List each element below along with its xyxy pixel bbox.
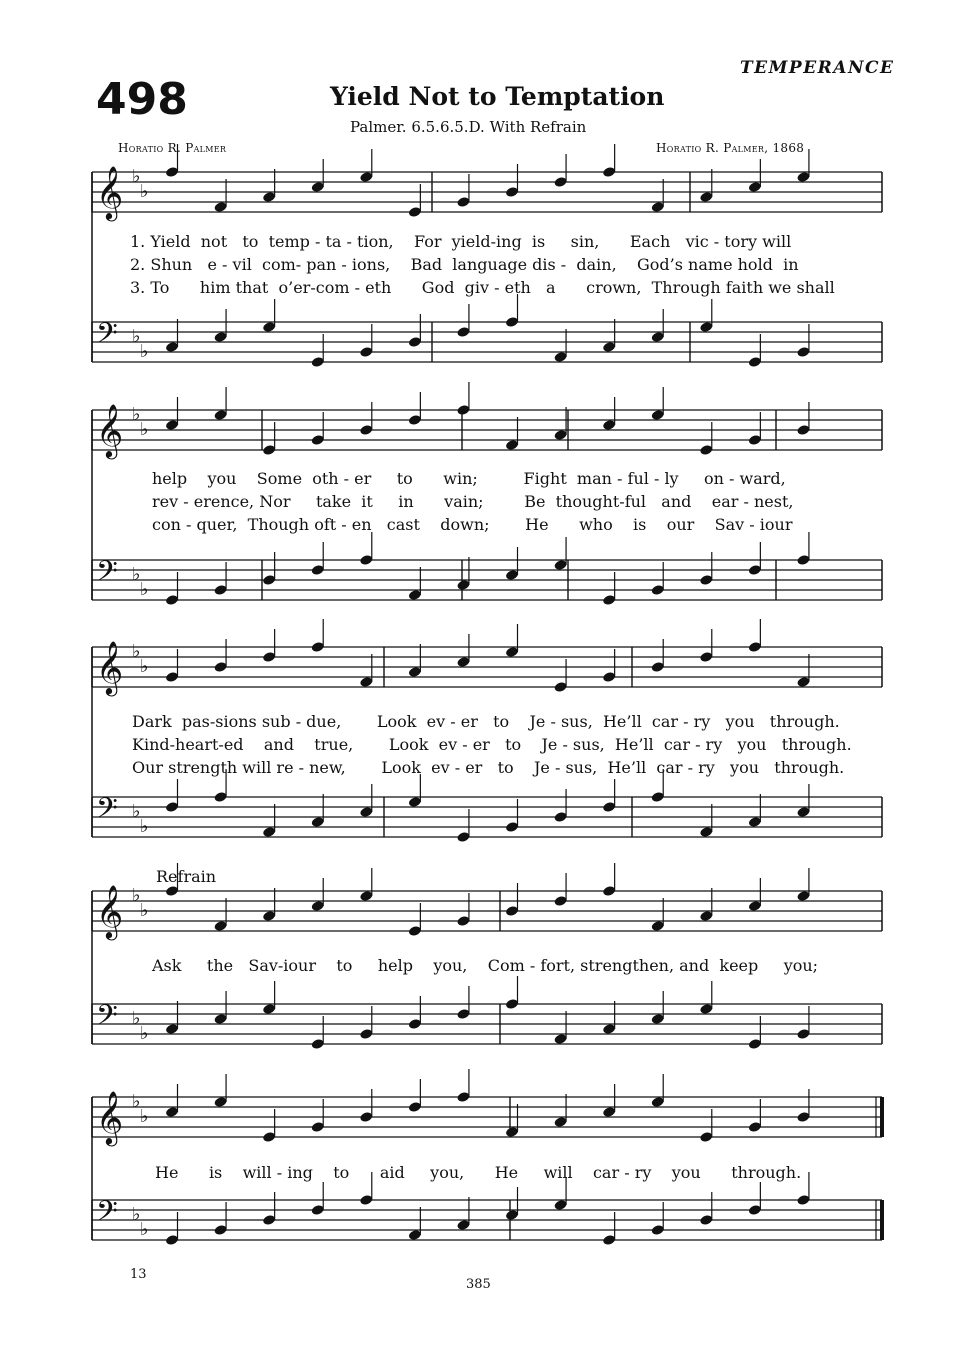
tune-info: Palmer. 6.5.6.5.D. With Refrain (350, 118, 587, 136)
flat-icon: ♭ (140, 341, 149, 362)
page-number: 385 (466, 1277, 491, 1292)
flat-icon: ♭ (140, 1106, 149, 1127)
flat-icon: ♭ (140, 181, 149, 202)
hymn-title: Yield Not to Temptation (330, 82, 665, 111)
flat-icon: ♭ (132, 1091, 141, 1112)
flat-icon: ♭ (132, 885, 141, 906)
flat-icon: ♭ (132, 564, 141, 585)
flat-icon: ♭ (132, 166, 141, 187)
flat-icon: ♭ (132, 326, 141, 347)
section-heading: TEMPERANCE (740, 58, 895, 78)
lyric-line-s2-verse1: help you Some oth - er to win; Fight man - ful - ly on - ward, (152, 469, 786, 488)
bass-clef-icon: 𝄢 (96, 1195, 118, 1235)
lyric-line-s1-verse2: 2. Shun e - vil com- pan - ions, Bad language dis - dain, God’s name hold in (130, 255, 799, 274)
lyric-line-s2-verse2: rev - erence, Nor take it in vain; Be thought-ful and ear - nest, (152, 492, 794, 511)
footer-left-number: 13 (130, 1267, 147, 1282)
lyric-line-s3-verse2: Kind-heart-ed and true, Look ev - er to Je - sus, He’ll car - ry you through. (132, 735, 852, 754)
treble-clef-icon: 𝄞 (96, 1090, 124, 1144)
flat-icon: ♭ (132, 1008, 141, 1029)
refrain-label: Refrain (156, 867, 217, 886)
lyric-line-s2-verse3: con - quer, Though oft - en cast down; He who is our Sav - iour (152, 515, 793, 534)
flat-icon: ♭ (140, 900, 149, 921)
lyric-line-s4-refrain: Ask the Sav-iour to help you, Com - fort, strengthen, and keep you; (152, 956, 819, 975)
flat-icon: ♭ (140, 419, 149, 440)
words-credit: Horatio R. Palmer (118, 141, 227, 155)
music-credit: Horatio R. Palmer, 1868 (656, 141, 805, 155)
flat-icon: ♭ (140, 579, 149, 600)
treble-clef-icon: 𝄞 (96, 640, 124, 694)
bass-clef-icon: 𝄢 (96, 999, 118, 1039)
treble-clef-icon: 𝄞 (96, 403, 124, 457)
flat-icon: ♭ (140, 1023, 149, 1044)
bass-clef-icon: 𝄢 (96, 792, 118, 832)
flat-icon: ♭ (140, 1219, 149, 1240)
bass-clef-icon: 𝄢 (96, 555, 118, 595)
lyric-line-s5-refrain: He is will - ing to aid you, He will car - ry you through. (155, 1163, 802, 1182)
bass-clef-icon: 𝄢 (96, 317, 118, 357)
flat-icon: ♭ (132, 1204, 141, 1225)
lyric-line-s1-verse3: 3. To him that o’er-com - eth God giv - eth a crown, Through faith we shall (130, 278, 835, 297)
treble-clef-icon: 𝄞 (96, 884, 124, 938)
lyric-line-s1-verse1: 1. Yield not to temp - ta - tion, For yield-ing is sin, Each vic - tory will (130, 232, 792, 251)
treble-clef-icon: 𝄞 (96, 165, 124, 219)
flat-icon: ♭ (132, 404, 141, 425)
flat-icon: ♭ (132, 641, 141, 662)
flat-icon: ♭ (140, 656, 149, 677)
hymn-number: 498 (96, 74, 188, 125)
lyric-line-s3-verse1: Dark pas-sions sub - due, Look ev - er to Je - sus, He’ll car - ry you through. (132, 712, 840, 731)
flat-icon: ♭ (132, 801, 141, 822)
flat-icon: ♭ (140, 816, 149, 837)
lyric-line-s3-verse3: Our strength will re - new, Look ev - er to Je - sus, He’ll car - ry you through. (132, 758, 845, 777)
